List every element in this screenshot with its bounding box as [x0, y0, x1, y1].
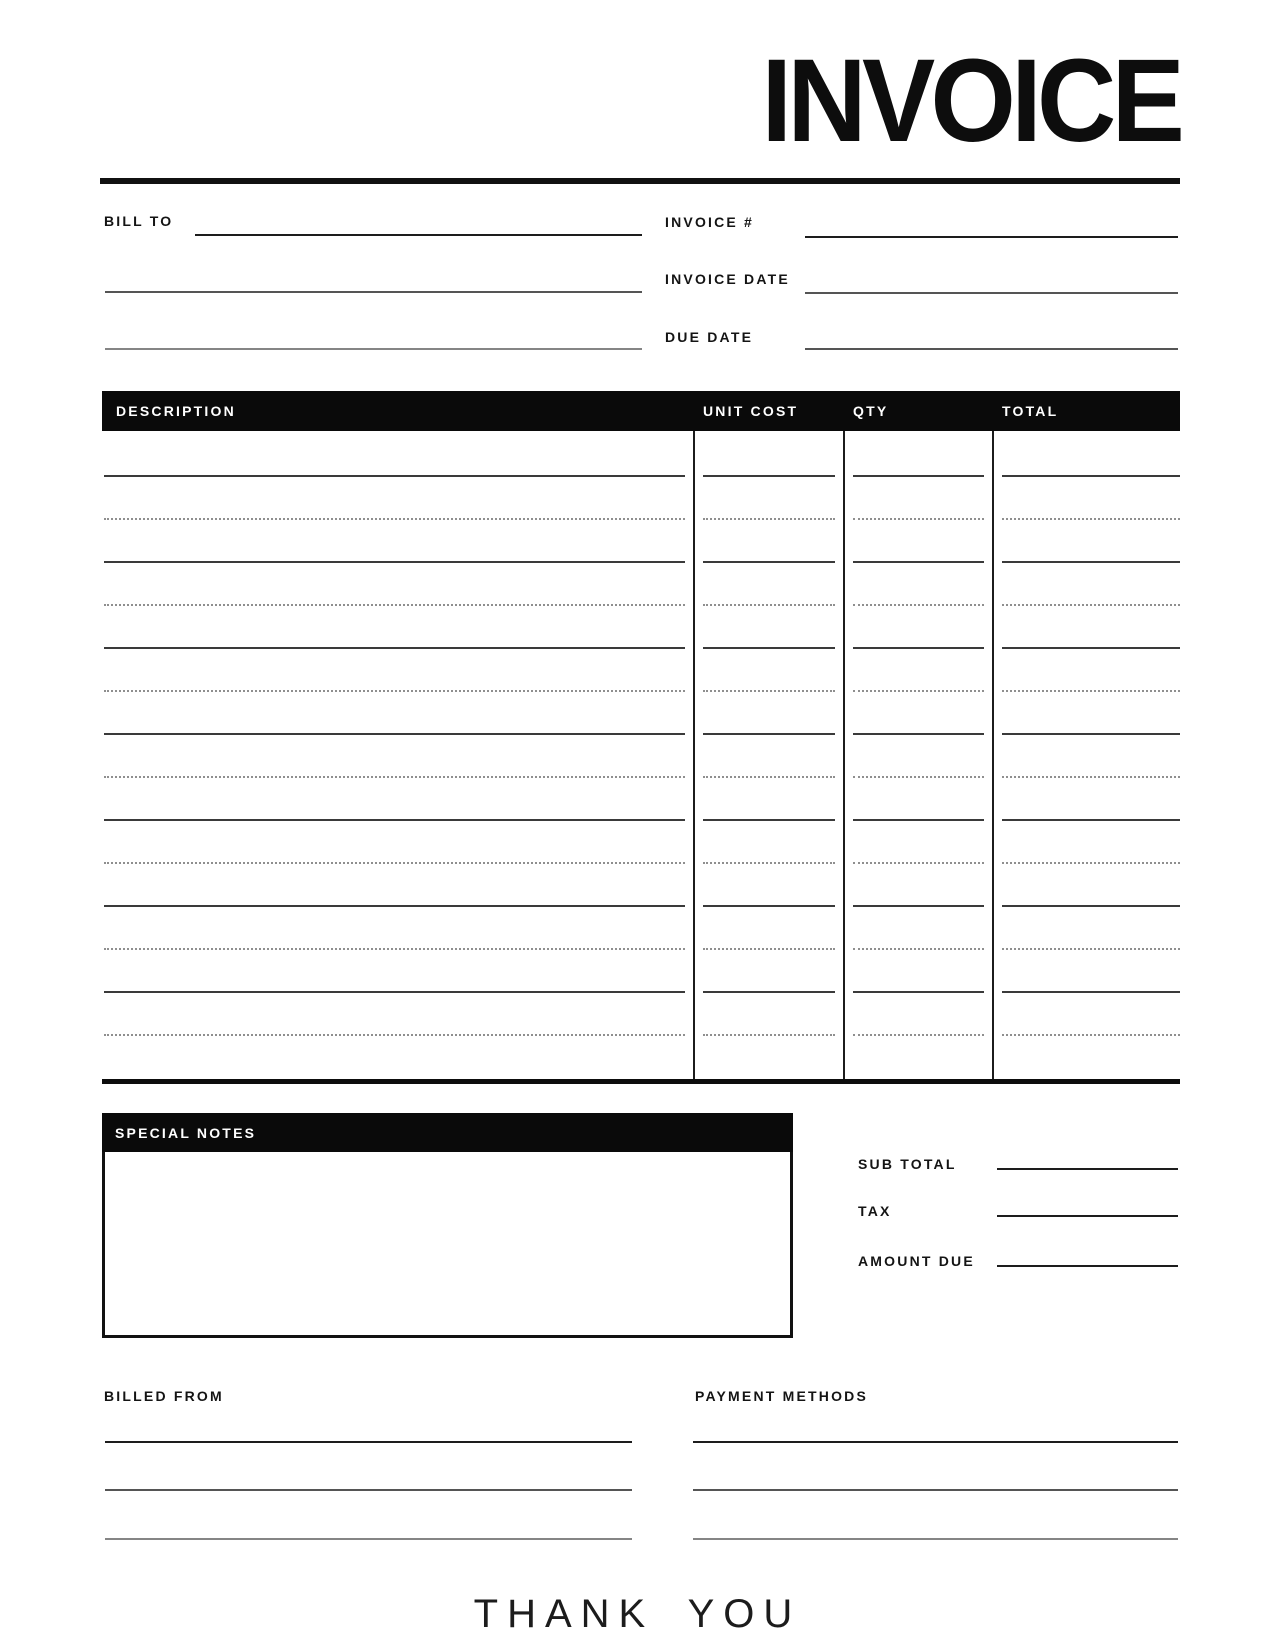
item-description-cell[interactable] [102, 477, 693, 520]
billed-from-label: BILLED FROM [104, 1388, 224, 1404]
item-row [102, 1036, 1180, 1079]
item-row [102, 649, 1180, 692]
amount-due-label: AMOUNT DUE [858, 1253, 975, 1269]
billed-from-line-2[interactable] [105, 1489, 632, 1491]
item-qty-cell[interactable] [843, 692, 992, 735]
bill-to-label: BILL TO [104, 213, 174, 229]
item-qty-cell[interactable] [843, 477, 992, 520]
header-divider [100, 178, 1180, 184]
item-row [102, 821, 1180, 864]
item-qty-cell[interactable] [843, 431, 992, 477]
item-total-cell[interactable] [992, 606, 1180, 649]
item-qty-cell[interactable] [843, 993, 992, 1036]
special-notes-area[interactable] [102, 1152, 793, 1338]
item-total-cell[interactable] [992, 864, 1180, 907]
item-total-cell[interactable] [992, 477, 1180, 520]
payment-methods-line-3[interactable] [693, 1538, 1178, 1540]
item-total-cell[interactable] [992, 563, 1180, 606]
item-row [102, 778, 1180, 821]
item-unit-cost-cell[interactable] [693, 692, 843, 735]
item-description-cell[interactable] [102, 1036, 693, 1079]
item-unit-cost-cell[interactable] [693, 821, 843, 864]
item-row [102, 477, 1180, 520]
item-description-cell[interactable] [102, 606, 693, 649]
item-qty-cell[interactable] [843, 563, 992, 606]
bill-to-line-1[interactable] [195, 234, 642, 236]
due-date-line[interactable] [805, 348, 1178, 350]
item-total-cell[interactable] [992, 778, 1180, 821]
item-total-cell[interactable] [992, 735, 1180, 778]
item-unit-cost-cell[interactable] [693, 993, 843, 1036]
item-unit-cost-cell[interactable] [693, 907, 843, 950]
item-unit-cost-cell[interactable] [693, 950, 843, 993]
page-title: INVOICE [761, 35, 1180, 167]
item-unit-cost-cell[interactable] [693, 606, 843, 649]
item-row [102, 520, 1180, 563]
bill-to-line-3[interactable] [105, 348, 642, 350]
item-unit-cost-cell[interactable] [693, 431, 843, 477]
item-qty-cell[interactable] [843, 1036, 992, 1079]
item-total-cell[interactable] [992, 993, 1180, 1036]
item-row [102, 606, 1180, 649]
item-qty-cell[interactable] [843, 907, 992, 950]
column-header-total: TOTAL [1002, 403, 1059, 419]
item-row [102, 692, 1180, 735]
item-description-cell[interactable] [102, 778, 693, 821]
special-notes-header [102, 1113, 793, 1152]
billed-from-line-1[interactable] [105, 1441, 632, 1443]
item-row [102, 907, 1180, 950]
item-description-cell[interactable] [102, 735, 693, 778]
invoice-date-line[interactable] [805, 292, 1178, 294]
item-total-cell[interactable] [992, 520, 1180, 563]
item-unit-cost-cell[interactable] [693, 1036, 843, 1079]
item-qty-cell[interactable] [843, 950, 992, 993]
item-total-cell[interactable] [992, 907, 1180, 950]
item-row [102, 993, 1180, 1036]
payment-methods-line-1[interactable] [693, 1441, 1178, 1443]
item-row [102, 431, 1180, 477]
item-description-cell[interactable] [102, 692, 693, 735]
item-unit-cost-cell[interactable] [693, 563, 843, 606]
special-notes-label: SPECIAL NOTES [115, 1124, 257, 1141]
item-total-cell[interactable] [992, 431, 1180, 477]
item-row [102, 864, 1180, 907]
sub-total-line[interactable] [997, 1168, 1178, 1170]
item-description-cell[interactable] [102, 950, 693, 993]
invoice-number-label: INVOICE # [665, 214, 755, 230]
item-description-cell[interactable] [102, 520, 693, 563]
item-unit-cost-cell[interactable] [693, 520, 843, 563]
item-description-cell[interactable] [102, 649, 693, 692]
item-description-cell[interactable] [102, 864, 693, 907]
item-description-cell[interactable] [102, 821, 693, 864]
column-header-description: DESCRIPTION [116, 403, 236, 419]
item-unit-cost-cell[interactable] [693, 778, 843, 821]
item-description-cell[interactable] [102, 431, 693, 477]
tax-label: TAX [858, 1203, 892, 1219]
item-total-cell[interactable] [992, 1036, 1180, 1079]
payment-methods-label: PAYMENT METHODS [695, 1388, 869, 1404]
item-qty-cell[interactable] [843, 778, 992, 821]
item-unit-cost-cell[interactable] [693, 649, 843, 692]
tax-line[interactable] [997, 1215, 1178, 1217]
item-unit-cost-cell[interactable] [693, 477, 843, 520]
item-qty-cell[interactable] [843, 821, 992, 864]
column-header-qty: QTY [853, 403, 889, 419]
sub-total-label: SUB TOTAL [858, 1156, 957, 1172]
bill-to-line-2[interactable] [105, 291, 642, 293]
item-qty-cell[interactable] [843, 864, 992, 907]
item-total-cell[interactable] [992, 821, 1180, 864]
billed-from-line-3[interactable] [105, 1538, 632, 1540]
invoice-number-line[interactable] [805, 236, 1178, 238]
item-qty-cell[interactable] [843, 520, 992, 563]
item-total-cell[interactable] [992, 649, 1180, 692]
item-total-cell[interactable] [992, 692, 1180, 735]
item-qty-cell[interactable] [843, 606, 992, 649]
item-qty-cell[interactable] [843, 735, 992, 778]
item-qty-cell[interactable] [843, 649, 992, 692]
invoice-date-label: INVOICE DATE [665, 271, 790, 287]
item-total-cell[interactable] [992, 950, 1180, 993]
items-table-header [102, 391, 1180, 431]
items-table-body [102, 431, 1180, 1079]
items-table [102, 391, 1180, 1084]
item-description-cell[interactable] [102, 563, 693, 606]
thank-you-text: THANK YOU [473, 1592, 802, 1636]
payment-methods-line-2[interactable] [693, 1489, 1178, 1491]
item-unit-cost-cell[interactable] [693, 864, 843, 907]
item-unit-cost-cell[interactable] [693, 735, 843, 778]
item-row [102, 563, 1180, 606]
item-description-cell[interactable] [102, 907, 693, 950]
item-row [102, 950, 1180, 993]
amount-due-line[interactable] [997, 1265, 1178, 1267]
item-row [102, 735, 1180, 778]
due-date-label: DUE DATE [665, 329, 754, 345]
item-description-cell[interactable] [102, 993, 693, 1036]
column-header-unit-cost: UNIT COST [703, 403, 799, 419]
